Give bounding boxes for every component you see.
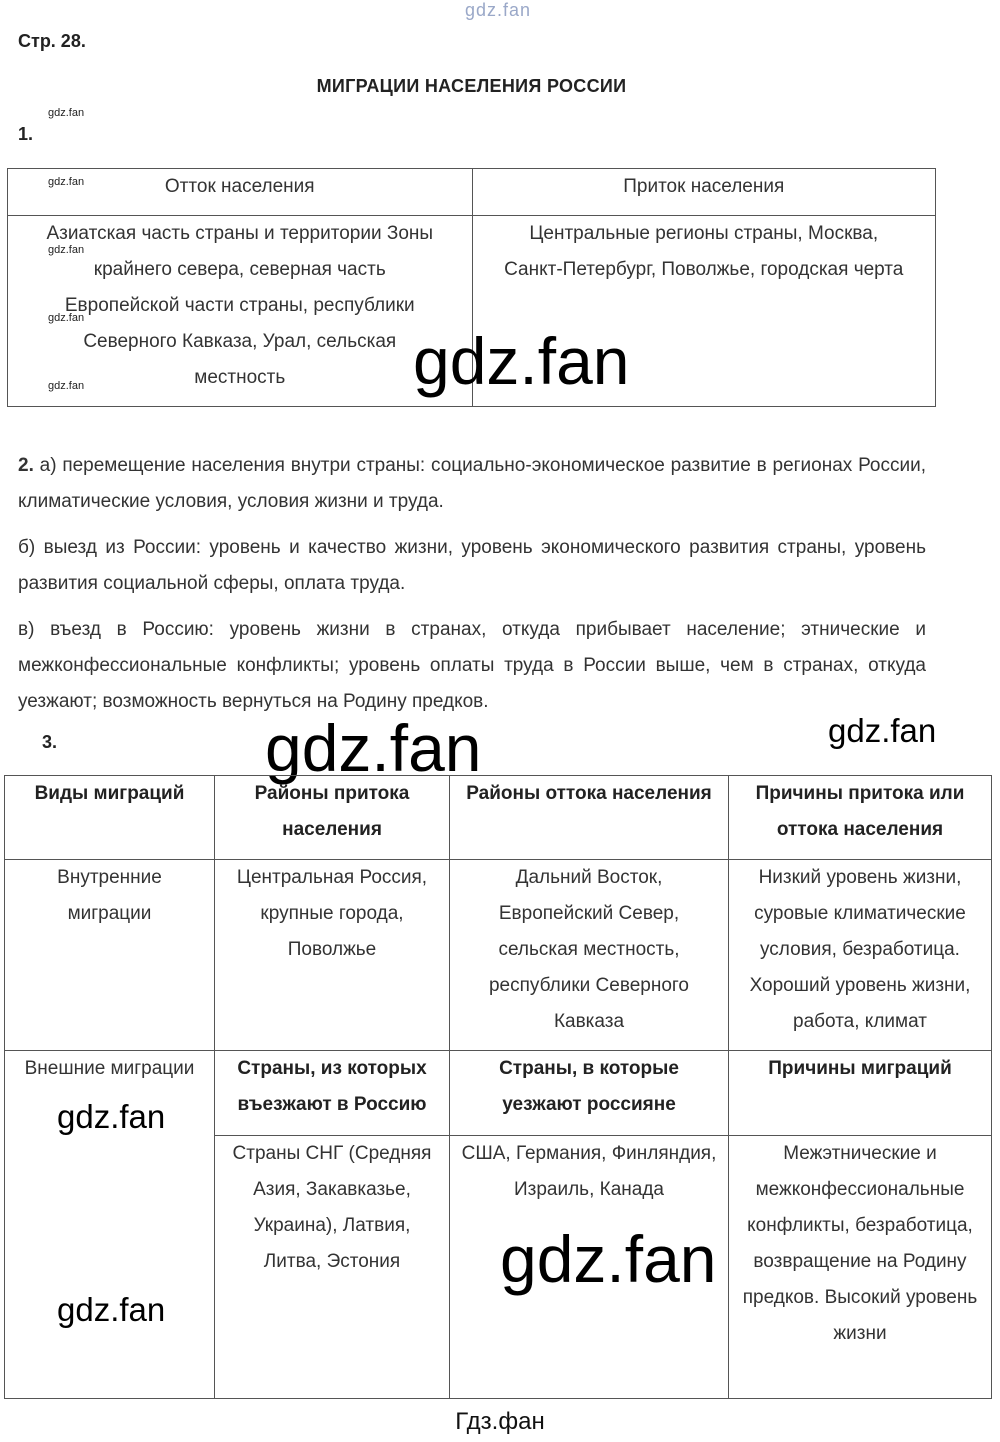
external-header-reasons: Причины миграций — [729, 1051, 992, 1136]
outflow-line: Азиатская часть страны и территории Зоны — [46, 223, 434, 244]
task3-header-type: Виды миграций — [5, 776, 215, 860]
footer-watermark: Гдз.фан — [455, 1408, 545, 1435]
external-header-from: Страны, из которых въезжают в Россию — [215, 1051, 450, 1136]
watermark-big: gdz.fan — [413, 324, 630, 398]
task1-header-inflow: Приток населения — [472, 169, 936, 216]
external-type: Внешние миграции — [24, 1058, 195, 1079]
task2-paragraph-v: в) въезд в Россию: уровень жизни в странах, откуда прибывает население; этнические и межконфессиональные конфликты; уровень оплаты труда в России выше, чем в странах, откуда уезжают; возможность вернуться на Родину предков. — [18, 619, 926, 712]
watermark-mid: gdz.fan — [57, 1291, 166, 1328]
external-to: США, Германия, Финляндия, Израиль, Канада — [450, 1136, 729, 1399]
external-reasons: Межэтнические и межконфессиональные конфликты, безработица, возвращение на Родину предков. Высокий уровень жизни — [729, 1136, 992, 1399]
watermark-small: gdz.fan — [48, 176, 85, 188]
outflow-line: Северного Кавказа, Урал, сельская — [83, 331, 397, 352]
task2-text-a: а) перемещение населения внутри страны: социально-экономическое развитие в регионах России, климатические условия, условия жизни и труда. — [18, 455, 926, 512]
internal-inflow: Центральная Россия, крупные города, Поволжье — [215, 860, 450, 1051]
task3-header-reasons: Причины притока или оттока населения — [729, 776, 992, 860]
watermark-big: gdz.fan — [500, 1222, 717, 1296]
task1-header-outflow: Отток населения — [8, 169, 473, 216]
watermark-small: gdz.fan — [48, 107, 85, 119]
watermark-small: gdz.fan — [48, 312, 85, 324]
external-header-to: Страны, в которые уезжают россияне — [450, 1051, 729, 1136]
inflow-line: Центральные регионы страны, Москва, — [529, 223, 879, 244]
inflow-line: Санкт-Петербург, Поволжье, городская черта — [504, 259, 904, 280]
outflow-line: местность — [194, 367, 286, 388]
task3-header-inflow: Районы притока населения — [215, 776, 450, 860]
watermark-small: gdz.fan — [48, 380, 85, 392]
watermark-small: gdz.fan — [48, 244, 85, 256]
task2-paragraph-b: б) выезд из России: уровень и качество жизни, уровень экономического развития страны, уровень развития социальной сферы, оплата труда. — [18, 537, 926, 594]
outflow-line: Европейской части страны, республики — [64, 295, 415, 316]
page-title: МИГРАЦИИ НАСЕЛЕНИЯ РОССИИ — [316, 76, 627, 96]
watermark-top: gdz.fan — [465, 0, 532, 20]
task2-paragraph-a — [18, 448, 926, 520]
external-from: Страны СНГ (Средняя Азия, Закавказье, Украина), Латвия, Литва, Эстония — [215, 1136, 450, 1399]
internal-type: Внутренние миграции — [5, 860, 215, 1051]
watermark-mid: gdz.fan — [828, 712, 937, 749]
internal-reasons: Низкий уровень жизни, суровые климатические условия, безработица. Хороший уровень жизни, работа, климат — [729, 860, 992, 1051]
task1-number: 1. — [18, 124, 34, 144]
outflow-line: крайнего севера, северная часть — [93, 259, 386, 280]
internal-outflow: Дальний Восток, Европейский Север, сельская местность, республики Северного Кавказа — [450, 860, 729, 1051]
task2-number: 2. — [18, 455, 34, 476]
task3-number: 3. — [42, 732, 58, 752]
watermark-big: gdz.fan — [265, 711, 482, 785]
page-reference: Стр. 28. — [18, 31, 86, 51]
task3-header-outflow: Районы оттока населения — [450, 776, 729, 860]
watermark-mid: gdz.fan — [57, 1098, 166, 1135]
